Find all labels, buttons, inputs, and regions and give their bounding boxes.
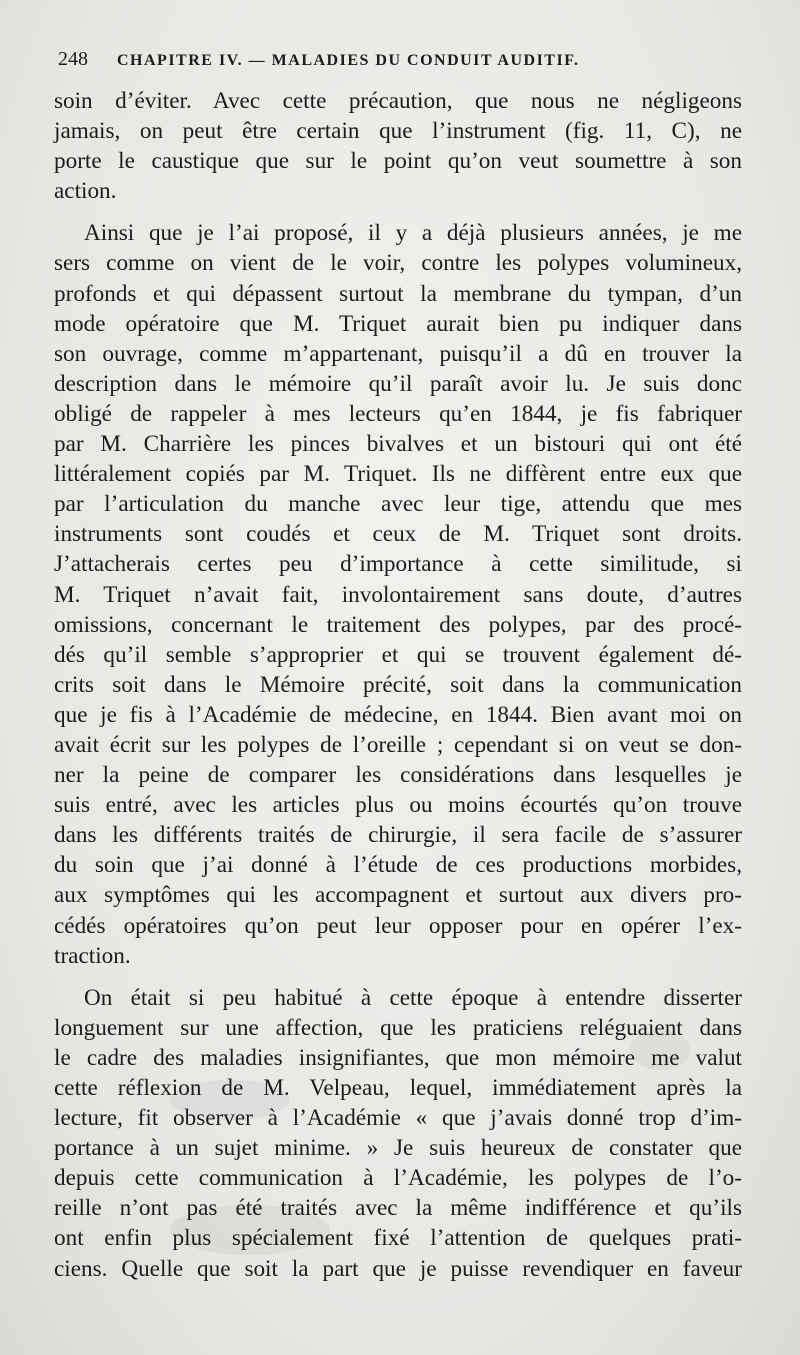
text-line: sers comme on vient de le voir, contre les polypes volumineux, — [54, 250, 742, 277]
text-line: action. — [54, 178, 117, 205]
text-line: M. Triquet n’avait fait, involontairement sans doute, d’autres — [54, 581, 742, 608]
text-line: que je fis à l’Académie de médecine, en 1844. Bien avant moi on — [54, 701, 742, 728]
running-header — [58, 48, 758, 76]
text-line: J’attacherais certes peu d’importance à cette similitude, si — [54, 551, 742, 578]
text-line: avait écrit sur les polypes de l’oreille ; cependant si on veut se don- — [54, 731, 742, 758]
text-line: aux symptômes qui les accompagnent et surtout aux divers pro- — [54, 882, 742, 909]
paragraph-gap — [54, 971, 742, 983]
text-line: par M. Charrière les pinces bivalves et un bistouri qui ont été — [54, 431, 742, 458]
text-line: longuement sur une affection, que les praticiens reléguaient dans — [54, 1014, 742, 1041]
text-line: le cadre des maladies insignifiantes, que mon mémoire me valut — [54, 1044, 742, 1071]
text-line: dans les différents traités de chirurgie, il sera facile de s’assurer — [54, 822, 742, 849]
text-line: portance à un sujet minime. » Je suis heureux de constater que — [54, 1135, 742, 1162]
paragraph — [54, 86, 742, 206]
text-line: profonds et qui dépassent surtout la membrane du tympan, d’un — [54, 280, 742, 307]
paragraph-gap — [54, 206, 742, 218]
text-line: traction. — [54, 942, 131, 969]
text-line: ont enfin plus spécialement fixé l’attention de quelques prati- — [54, 1225, 742, 1252]
text-line: reille n’ont pas été traités avec la même indifférence et qu’ils — [54, 1195, 742, 1222]
paragraph — [54, 983, 742, 1284]
text-line: suis entré, avec les articles plus ou moins écourtés qu’on trouve — [54, 792, 742, 819]
text-line: du soin que j’ai donné à l’étude de ces productions morbides, — [54, 852, 742, 879]
page-number: 248 — [58, 48, 88, 70]
text-line: littéralement copiés par M. Triquet. Ils ne diffèrent entre eux que — [54, 461, 742, 488]
text-line: soin d’éviter. Avec cette précaution, que nous ne négligeons — [54, 88, 742, 114]
text-line: son ouvrage, comme m’appartenant, puisqu’il a dû en trouver la — [54, 340, 742, 367]
text-line: lecture, fit observer à l’Académie « que j’avais donné trop d’im- — [54, 1105, 742, 1132]
running-title: CHAPITRE IV. — MALADIES DU CONDUIT AUDITIF. — [117, 52, 580, 69]
body-text — [54, 86, 742, 1284]
text-line: cédés opératoires qu’on peut leur opposer pour en opérer l’ex- — [54, 912, 742, 939]
text-line: Ainsi que je l’ai proposé, il y a déjà plusieurs années, je me — [84, 220, 742, 247]
text-line: instruments sont coudés et ceux de M. Triquet sont droits. — [54, 521, 742, 548]
text-line: mode opératoire que M. Triquet aurait bien pu indiquer dans — [54, 310, 742, 337]
text-line: obligé de rappeler à mes lecteurs qu’en 1844, je fis fabriquer — [54, 400, 742, 427]
text-line: par l’articulation du manche avec leur tige, attendu que mes — [54, 491, 742, 518]
text-line: jamais, on peut être certain que l’instrument (fig. 11, C), ne — [54, 118, 742, 145]
text-line: porte le caustique que sur le point qu’on veut soumettre à son — [54, 148, 742, 175]
text-line: omissions, concernant le traitement des polypes, par des procé- — [54, 611, 742, 638]
text-line: dés qu’il semble s’approprier et qui se trouvent également dé- — [54, 641, 742, 668]
text-line: ciens. Quelle que soit la part que je puisse revendiquer en faveur — [54, 1255, 742, 1282]
paragraph — [54, 218, 742, 970]
text-line: On était si peu habitué à cette époque à entendre disserter — [84, 984, 742, 1011]
text-line: ner la peine de comparer les considérations dans lesquelles je — [54, 762, 742, 789]
text-line: description dans le mémoire qu’il paraît avoir lu. Je suis donc — [54, 370, 742, 397]
text-line: crits soit dans le Mémoire précité, soit dans la communication — [54, 671, 742, 698]
text-line: depuis cette communication à l’Académie, les polypes de l’o- — [54, 1165, 742, 1192]
text-line: cette réflexion de M. Velpeau, lequel, immédiatement après la — [54, 1075, 742, 1101]
